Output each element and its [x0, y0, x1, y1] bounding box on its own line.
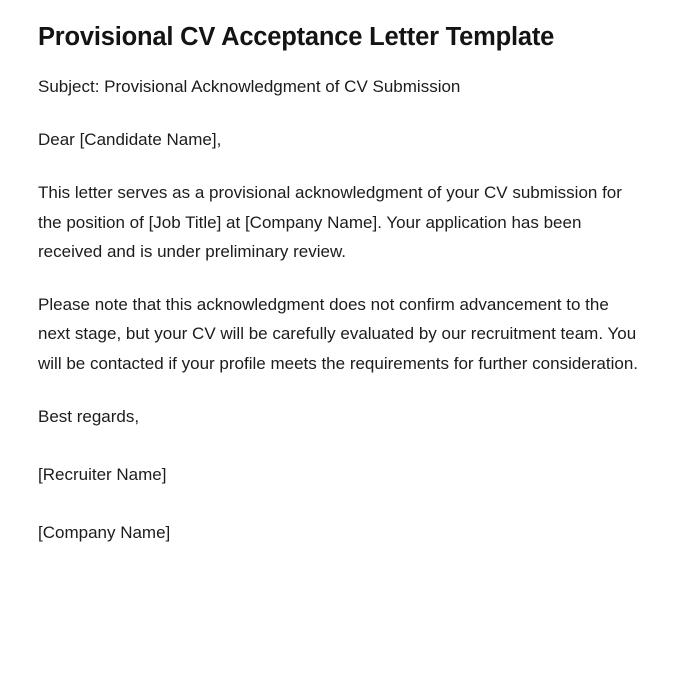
signature-company: [Company Name]: [38, 523, 171, 543]
signature-name: [Recruiter Name]: [38, 464, 167, 484]
body-paragraph-1: This letter serves as a provisional acknowledgment of your CV submission for the position of [Job Title] at [Company Name]. Your application has been received and is under preliminary review.: [38, 183, 622, 261]
page-title: Provisional CV Acceptance Letter Template: [38, 23, 555, 51]
closing: Best regards,: [38, 406, 140, 426]
salutation: Dear [Candidate Name],: [38, 130, 222, 150]
body-paragraph-2: Please note that this acknowledgment does not confirm advancement to the next stage, but your CV will be carefully evaluated by our recruitment team. You will be contacted if your profile meets the requirements for further consideration.: [38, 295, 639, 373]
subject-line: Subject: Provisional Acknowledgment of CV Submission: [38, 76, 461, 96]
